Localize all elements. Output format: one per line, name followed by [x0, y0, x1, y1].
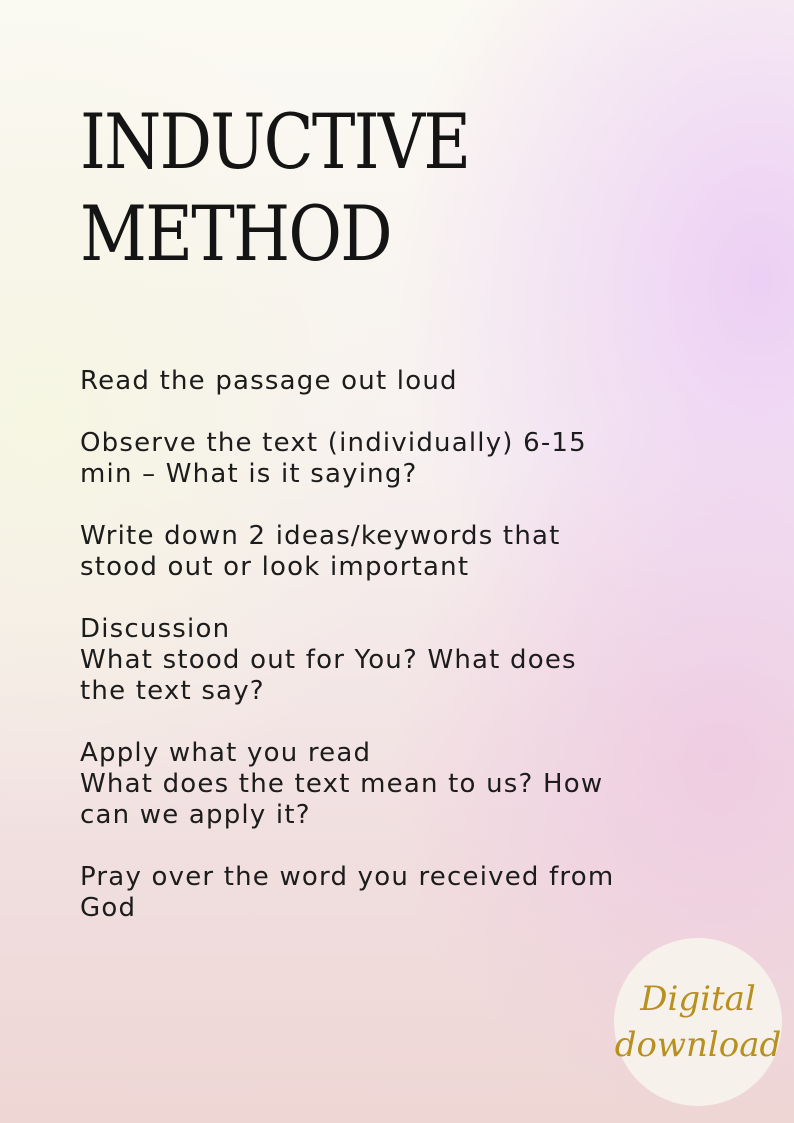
step-line: Read the passage out loud: [80, 366, 458, 396]
step-observe: [80, 428, 720, 490]
step-line: What does the text mean to us? How: [80, 769, 604, 799]
step-line: Discussion: [80, 614, 231, 644]
step-line: can we apply it?: [80, 800, 311, 830]
step-line: Write down 2 ideas/keywords that: [80, 521, 561, 551]
step-line: stood out or look important: [80, 552, 470, 582]
page-title: [80, 96, 469, 280]
step-line: min – What is it saying?: [80, 459, 418, 489]
digital-download-badge: [614, 938, 782, 1106]
badge-text: [614, 976, 782, 1068]
step-pray: [80, 862, 720, 924]
title-line-2: METHOD: [80, 189, 391, 278]
badge-line-1: Digital: [640, 979, 756, 1019]
step-line: What stood out for You? What does: [80, 645, 577, 675]
steps-list: [80, 366, 720, 955]
step-discussion: [80, 614, 720, 707]
step-write: [80, 521, 720, 583]
step-line: the text say?: [80, 676, 265, 706]
step-line: Apply what you read: [80, 738, 372, 768]
step-line: Pray over the word you received from: [80, 862, 615, 892]
step-line: Observe the text (individually) 6-15: [80, 428, 587, 458]
step-read: [80, 366, 720, 397]
step-apply: [80, 738, 720, 831]
title-line-1: INDUCTIVE: [80, 97, 470, 186]
badge-line-2: download: [614, 1025, 782, 1065]
step-line: God: [80, 893, 137, 923]
